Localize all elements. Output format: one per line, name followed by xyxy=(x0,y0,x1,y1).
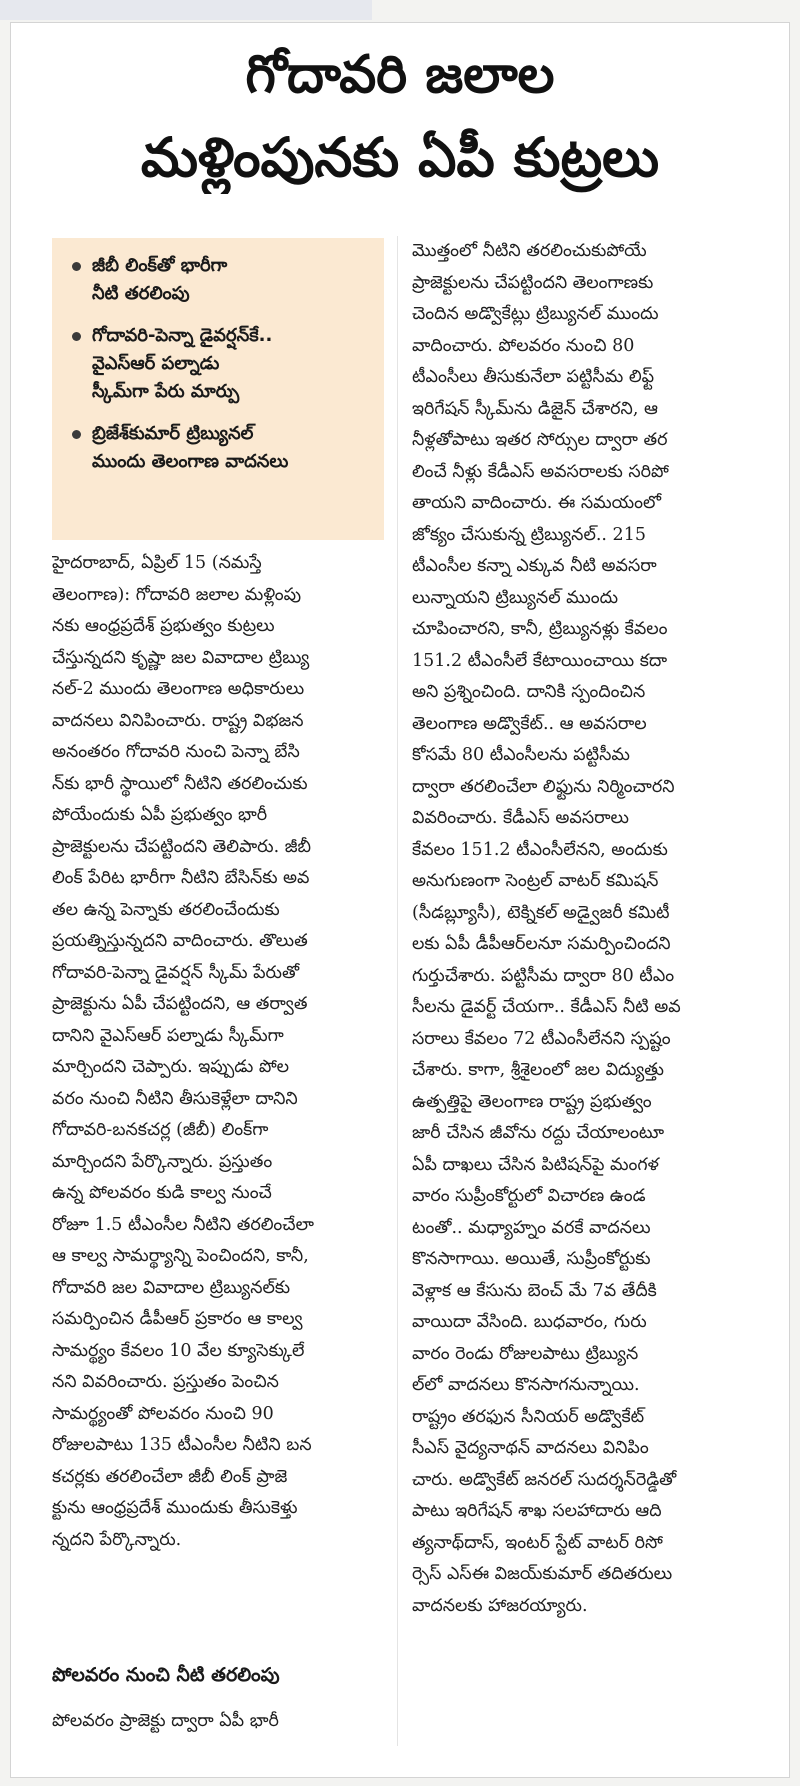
article-line: అనంతరం గోదావరి నుంచి పెన్నా బేసి xyxy=(52,742,300,762)
article-line: న్నదని పేర్కొన్నారు. xyxy=(52,1529,182,1550)
article-line: ఉత్పత్తిపై తెలంగాణ రాష్ట్ర ప్రభుత్వం xyxy=(412,1091,652,1112)
article-line: రోజూ 1.5 టీఎంసీల నీటిని తరలించేలా xyxy=(52,1214,314,1235)
article-line: ద్వారా తరలించేలా లిఫ్టును నిర్మించారని xyxy=(412,776,675,797)
article-line: నని వివరించారు. ప్రస్తుతం పెంచిన xyxy=(52,1372,279,1392)
article-line: కచర్లకు తరలించేలా జీబీ లింక్ ప్రాజె xyxy=(52,1466,288,1487)
article-line: చూపించారని, కానీ, ట్రిబ్యునళ్లు కేవలం xyxy=(412,619,668,639)
article-line: గోదావరి-బనకచర్ల (జీబీ) లింక్‌గా xyxy=(52,1120,269,1140)
article-line: రోజులపాటు 135 టీఎంసీల నీటిని బన xyxy=(52,1435,312,1455)
article-line: చేశారు. కాగా, శ్రీశైలంలో జల విద్యుత్తు xyxy=(412,1060,664,1080)
bullet-icon xyxy=(72,430,81,439)
article-left-column xyxy=(52,548,384,1556)
headline-line-1: గోదావరి జలాల xyxy=(245,45,555,105)
highlight-item xyxy=(70,252,374,308)
article-line: కోసమే 80 టీఎంసీలను పట్టిసీమ xyxy=(412,745,630,765)
article-right-column xyxy=(412,236,772,1622)
article-line: వాదనలు వినిపించారు. రాష్ట్ర విభజన xyxy=(52,710,304,731)
article-line: తెలంగాణ): గోదావరి జలాల మళ్లింపు xyxy=(52,584,302,605)
article-line: క్టును ఆంధ్రప్రదేశ్ ముందుకు తీసుకెళ్తు xyxy=(52,1498,298,1518)
article-line: చారు. అడ్వొకేట్ జనరల్ సుదర్శన్‌రెడ్డితో xyxy=(412,1469,677,1490)
article-line: జోక్యం చేసుకున్న ట్రిబ్యునల్.. 215 xyxy=(412,524,646,545)
article-line: (సీడబ్ల్యూసీ), టెక్నికల్ అడ్వైజరీ కమిటీ xyxy=(412,902,670,923)
article-line: టీఎంసీల కన్నా ఎక్కువ నీటి అవసరా xyxy=(412,556,657,576)
article-line: ర్సెస్ ఎస్‌ఈ విజయ్‌కుమార్ తదితరులు xyxy=(412,1564,673,1584)
article-line: ప్రాజెక్టులను చేపట్టిందని తెలంగాణకు xyxy=(412,272,654,293)
article-line: వెళ్లాక ఆ కేసును బెంచ్ మే 7వ తేదీకి xyxy=(412,1280,657,1301)
article-line: గోదావరి-పెన్నా డైవర్షన్ స్కీమ్ పేరుతో xyxy=(52,962,300,983)
article-line: ఇరిగేషన్ స్కీమ్‌ను డిజైన్ చేశారని, ఆ xyxy=(412,398,658,419)
article-line: వాయిదా వేసింది. బుధవారం, గురు xyxy=(412,1312,647,1332)
article-line: నీళ్లతోపాటు ఇతర సోర్సుల ద్వారా తర xyxy=(412,430,668,450)
article-line: అనుగుణంగా సెంట్రల్ వాటర్ కమిషన్ xyxy=(412,871,659,891)
article-line: పాటు ఇరిగేషన్ శాఖ సలహాదారు ఆది xyxy=(412,1501,662,1521)
article-line: సరాలు కేవలం 72 టీఎంసీలేనని స్పష్టం xyxy=(412,1028,671,1049)
article-line: మొత్తంలో నీటిని తరలించుకుపోయే xyxy=(412,241,647,261)
article-line: వాదించారు. పోలవరం నుంచి 80 xyxy=(412,335,635,356)
article-line: గోదావరి జల వివాదాల ట్రిబ్యునల్‌కు xyxy=(52,1277,291,1298)
highlight-line: ముందు తెలంగాణ వాదనలు xyxy=(92,451,289,472)
article-line: సామర్థ్యం కేవలం 10 వేల క్యూసెక్కులే xyxy=(52,1340,305,1361)
article-line: ఆ కాల్వ సామర్థ్యాన్ని పెంచిందని, కానీ, xyxy=(52,1246,309,1266)
article-line: హైదరాబాద్, ఏప్రిల్ 15 (నమస్తే xyxy=(52,553,262,573)
article-line: ప్రాజెక్టును ఏపీ చేపట్టిందని, ఆ తర్వాత xyxy=(52,994,308,1014)
article-line: పోయేందుకు ఏపీ ప్రభుత్వం భారీ xyxy=(52,805,268,825)
article-line: నకు ఆంధ్రప్రదేశ్ ప్రభుత్వం కుట్రలు xyxy=(52,616,275,636)
article-line: వారం సుప్రీంకోర్టులో విచారణ ఉండ xyxy=(412,1186,646,1206)
article-line: కేవలం 151.2 టీఎంసీలేనని, అందుకు xyxy=(412,839,668,860)
highlight-item xyxy=(70,322,374,406)
article-line: దానిని వైఎస్‌ఆర్ పల్నాడు స్కీమ్‌గా xyxy=(52,1025,284,1046)
article-line: మార్చిందని పేర్కొన్నారు. ప్రస్తుతం xyxy=(52,1151,273,1172)
article-line: 151.2 టీఎంసీలే కేటాయించాయి కదా xyxy=(412,650,668,671)
article-line: తెలంగాణ అడ్వొకేట్.. ఆ అవసరాల xyxy=(412,713,647,734)
article-line: తల ఉన్న పెన్నాకు తరలించేందుకు xyxy=(52,899,280,920)
article-line: కొనసాగాయి. అయితే, సుప్రీంకోర్టుకు xyxy=(412,1249,651,1269)
column-divider xyxy=(397,236,398,1746)
article-line: అని ప్రశ్నించింది. దానికి స్పందించిన xyxy=(412,682,646,702)
article-line: ప్రయత్నిస్తున్నదని వాదించారు. తొలుత xyxy=(52,931,308,951)
highlight-line: బ్రిజేశ్‌కుమార్ ట్రిబ్యునల్ xyxy=(92,423,254,444)
headline-line-2: మళ్లింపునకు ఏపీ కుట్రలు xyxy=(140,126,660,189)
highlight-item xyxy=(70,420,374,476)
highlight-line: స్కీమ్‌గా పేరు మార్పు xyxy=(92,381,240,402)
article-line: చేస్తున్నదని కృష్ణా జల వివాదాల ట్రిబ్యు xyxy=(52,647,310,668)
article-line: ఏపీ దాఖలు చేసిన పిటిషన్‌పై మంగళ xyxy=(412,1154,659,1175)
highlight-line: జీబీ లింక్‌తో భారీగా xyxy=(92,255,228,276)
article-line: న్‌కు భారీ స్థాయిలో నీటిని తరలించుకు xyxy=(52,773,308,794)
article-line: మార్చిందని చెప్పారు. ఇప్పుడు పోల xyxy=(52,1057,290,1077)
article-line: ఉన్న పోలవరం కుడి కాల్వ నుంచే xyxy=(52,1183,272,1203)
article-line: ప్రాజెక్టులను చేపట్టిందని తెలిపారు. జీబీ xyxy=(52,836,311,857)
article-line: రాష్ట్రం తరఫున సీనియర్ అడ్వొకేట్ xyxy=(412,1406,645,1427)
article-line: సామర్థ్యంతో పోలవరం నుంచి 90 xyxy=(52,1403,274,1424)
article-line: టంతో.. మధ్యాహ్నం వరకే వాదనలు xyxy=(412,1217,651,1238)
article-line: తాయని వాదించారు. ఈ సమయంలో xyxy=(412,493,662,513)
article-line: ల్‌లో వాదనలు కొనసాగనున్నాయి. xyxy=(412,1375,640,1395)
bullet-icon xyxy=(72,332,81,341)
article-line: గుర్తుచేశారు. పట్టిసీమ ద్వారా 80 టీఎం xyxy=(412,965,675,986)
top-strip xyxy=(0,0,372,20)
article-line: సీఎస్ వైద్యనాథన్ వాదనలు వినిపిం xyxy=(412,1438,649,1458)
article-line: సీలను డైవర్ట్ చేయగా.. కేడీఎస్ నీటి అవ xyxy=(412,997,681,1017)
article-line: సమర్పించిన డీపీఆర్ ప్రకారం ఆ కాల్వ xyxy=(52,1309,303,1329)
highlight-line: వైఎస్‌ఆర్ పల్నాడు xyxy=(92,353,220,374)
article-left-column-continued xyxy=(52,1706,384,1738)
article-line: లింక్ పేరిట భారీగా నీటిని బేసిన్‌కు అవ xyxy=(52,868,310,888)
article-line: లకు ఏపీ డీపీఆర్‌లనూ సమర్పించిందని xyxy=(412,934,671,954)
highlights-box xyxy=(52,238,384,540)
article-line: టీఎంసీలు తీసుకునేలా పట్టిసీమ లిఫ్ట్ xyxy=(412,367,655,387)
article-line: వివరించారు. కేడీఎస్ అవసరాలు xyxy=(412,808,629,828)
bullet-icon xyxy=(72,262,81,271)
article-line: వరం నుంచి నీటిని తీసుకెళ్లేలా దానిని xyxy=(52,1088,298,1109)
highlight-line: గోదావరి-పెన్నా డైవర్షన్‌కే.. xyxy=(92,325,273,346)
article-subheading: పోలవరం నుంచి నీటి తరలింపు xyxy=(52,1664,280,1686)
highlight-line: నీటి తరలింపు xyxy=(92,283,190,304)
article-line: జారీ చేసిన జీవోను రద్దు చేయాలంటూ xyxy=(412,1123,665,1143)
article-line: త్యనాథ్‌దాస్, ఇంటర్ స్టేట్ వాటర్ రిసో xyxy=(412,1532,663,1553)
article-line: నల్-2 ముందు తెలంగాణ అధికారులు xyxy=(52,679,305,699)
article-line: లున్నాయని ట్రిబ్యునల్ ముందు xyxy=(412,587,619,608)
article-line: చెందిన అడ్వొకేట్లు ట్రిబ్యునల్ ముందు xyxy=(412,304,659,324)
article-line: వారం రెండు రోజులపాటు ట్రిబ్యున xyxy=(412,1343,639,1364)
article-line: పోలవరం ప్రాజెక్టు ద్వారా ఏపీ భారీ xyxy=(52,1711,279,1731)
article-line: లించే నీళ్లు కేడీఎస్ అవసరాలకు సరిపో xyxy=(412,461,669,482)
article-line: వాదనలకు హాజరయ్యారు. xyxy=(412,1595,588,1616)
